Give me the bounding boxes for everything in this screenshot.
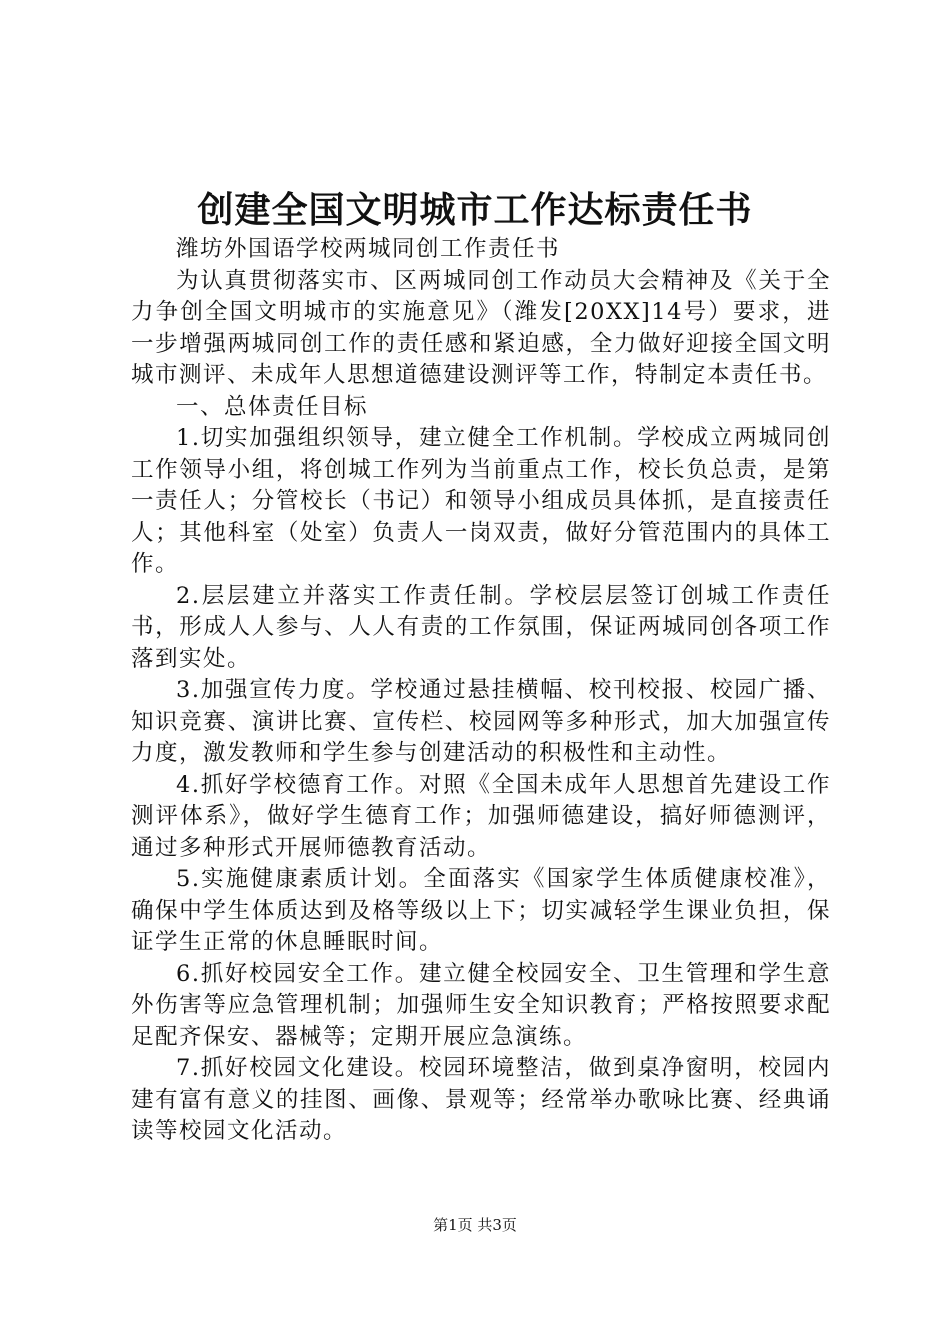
item-paragraph-3: 3.加强宣传力度。学校通过悬挂横幅、校刊校报、校园广播、知识竞赛、演讲比赛、宣传栏、校园网等多种形式，加大加强宣传力度，激发教师和学生参与创建活动的积极性和主动性。 (131, 677, 831, 766)
item-paragraph-1: 1.切实加强组织领导，建立健全工作机制。学校成立两城同创工作领导小组，将创城工作列为当前重点工作，校长负总责，是第一责任人；分管校长（书记）和领导小组成员具体抓，是直接责任人；其他科室（处室）负责人一岗双责，做好分管范围内的具体工作。 (131, 425, 831, 577)
intro-paragraph: 为认真贯彻落实市、区两城同创工作动员大会精神及《关于全力争创全国文明城市的实施意见》（潍发[20XX]14号）要求，进一步增强两城同创工作的责任感和紧迫感，全力做好迎接全国文明城市测评、未成年人思想道德建设测评等工作，特制定本责任书。 (131, 267, 831, 388)
item-paragraph-4: 4.抓好学校德育工作。对照《全国未成年人思想首先建设工作测评体系》，做好学生德育工作；加强师德建设，搞好师德测评，通过多种形式开展师德教育活动。 (131, 771, 831, 861)
item-paragraph-7: 7.抓好校园文化建设。校园环境整洁，做到桌净窗明，校园内建有富有意义的挂图、画像、景观等；经常举办歌咏比赛、经典诵读等校园文化活动。 (131, 1055, 831, 1144)
subtitle-paragraph: 潍坊外国语学校两城同创工作责任书 (176, 236, 561, 262)
item-paragraph-6: 6.抓好校园安全工作。建立健全校园安全、卫生管理和学生意外伤害等应急管理机制；加强师生安全知识教育；严格按照要求配足配齐保安、器械等；定期开展应急演练。 (131, 960, 831, 1050)
section-heading: 一、总体责任目标 (176, 393, 369, 420)
document-body (131, 234, 831, 1148)
page-footer: 第1页 共3页 (433, 1216, 517, 1234)
item-paragraph-2: 2.层层建立并落实工作责任制。学校层层签订创城工作责任书，形成人人参与、人人有责的工作氛围，保证两城同创各项工作落到实处。 (131, 582, 831, 672)
item-paragraph-5: 5.实施健康素质计划。全面落实《国家学生体质健康校准》，确保中学生体质达到及格等级以上下；切实减轻学生课业负担，保证学生正常的休息睡眠时间。 (131, 866, 831, 955)
document-title: 创建全国文明城市工作达标责任书 (197, 189, 753, 231)
